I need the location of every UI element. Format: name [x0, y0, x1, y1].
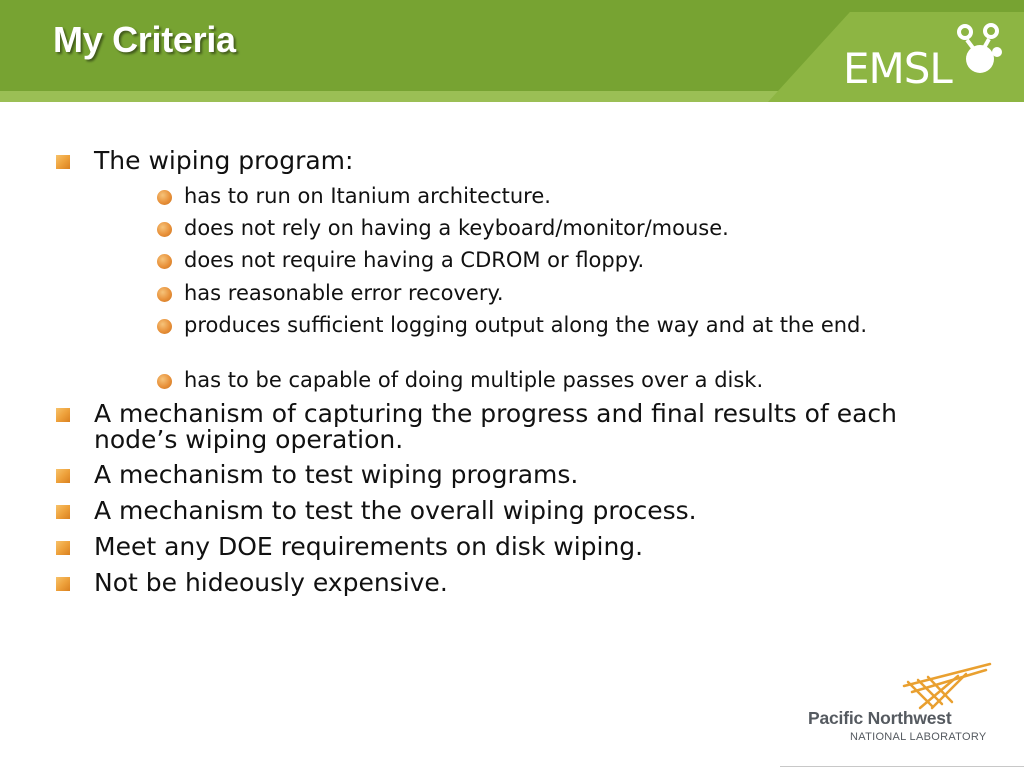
- sub-bullet-text: has to run on Itanium architecture.: [184, 184, 551, 208]
- round-bullet-icon: [157, 254, 172, 269]
- bullet-text: Not be hideously expensive.: [94, 568, 448, 597]
- bullet-item: [94, 498, 944, 524]
- pnnl-crosshatch-icon: [902, 662, 994, 710]
- bullet-text: Meet any DOE requirements on disk wiping.: [94, 532, 644, 561]
- sub-bullet-item: [184, 185, 974, 208]
- sub-bullet-item: [184, 249, 974, 272]
- pnnl-subtitle: NATIONAL LABORATORY: [850, 731, 987, 743]
- emsl-logo-text: EMSL: [843, 44, 952, 93]
- square-bullet-icon: [56, 541, 70, 555]
- bullet-text: A mechanism of capturing the progress and final results of each node’s wiping operation.: [94, 399, 897, 454]
- bullet-item: [94, 462, 944, 488]
- round-bullet-icon: [157, 287, 172, 302]
- sub-bullet-item: [184, 314, 954, 337]
- square-bullet-icon: [56, 469, 70, 483]
- footer-divider: [780, 766, 1024, 767]
- bullet-item: [94, 570, 944, 596]
- sub-bullet-text: has reasonable error recovery.: [184, 281, 504, 305]
- pnnl-name: Pacific Northwest: [808, 708, 952, 728]
- sub-bullet-text: produces sufficient logging output along the way and at the end.: [184, 313, 868, 337]
- pnnl-logo: [806, 662, 1006, 747]
- sub-bullet-item: [184, 217, 974, 240]
- slide-title: My Criteria: [53, 19, 236, 60]
- bullet-item: [94, 148, 944, 174]
- bullet-text: The wiping program:: [94, 146, 354, 175]
- round-bullet-icon: [157, 319, 172, 334]
- round-bullet-icon: [157, 190, 172, 205]
- bullet-text: A mechanism to test wiping programs.: [94, 460, 579, 489]
- sub-bullet-text: has to be capable of doing multiple passes over a disk.: [184, 368, 764, 392]
- bullet-item: [94, 534, 944, 560]
- sub-bullet-text: does not rely on having a keyboard/monitor/mouse.: [184, 216, 729, 240]
- emsl-logo: [843, 22, 1008, 94]
- sub-bullet-item: [184, 282, 974, 305]
- sub-bullet-item: [184, 369, 974, 392]
- bullet-item: [94, 401, 914, 453]
- square-bullet-icon: [56, 505, 70, 519]
- bullet-text: A mechanism to test the overall wiping process.: [94, 496, 697, 525]
- square-bullet-icon: [56, 408, 70, 422]
- round-bullet-icon: [157, 374, 172, 389]
- emsl-molecule-icon: [953, 22, 1005, 78]
- round-bullet-icon: [157, 222, 172, 237]
- square-bullet-icon: [56, 155, 70, 169]
- square-bullet-icon: [56, 577, 70, 591]
- sub-bullet-text: does not require having a CDROM or floppy.: [184, 248, 645, 272]
